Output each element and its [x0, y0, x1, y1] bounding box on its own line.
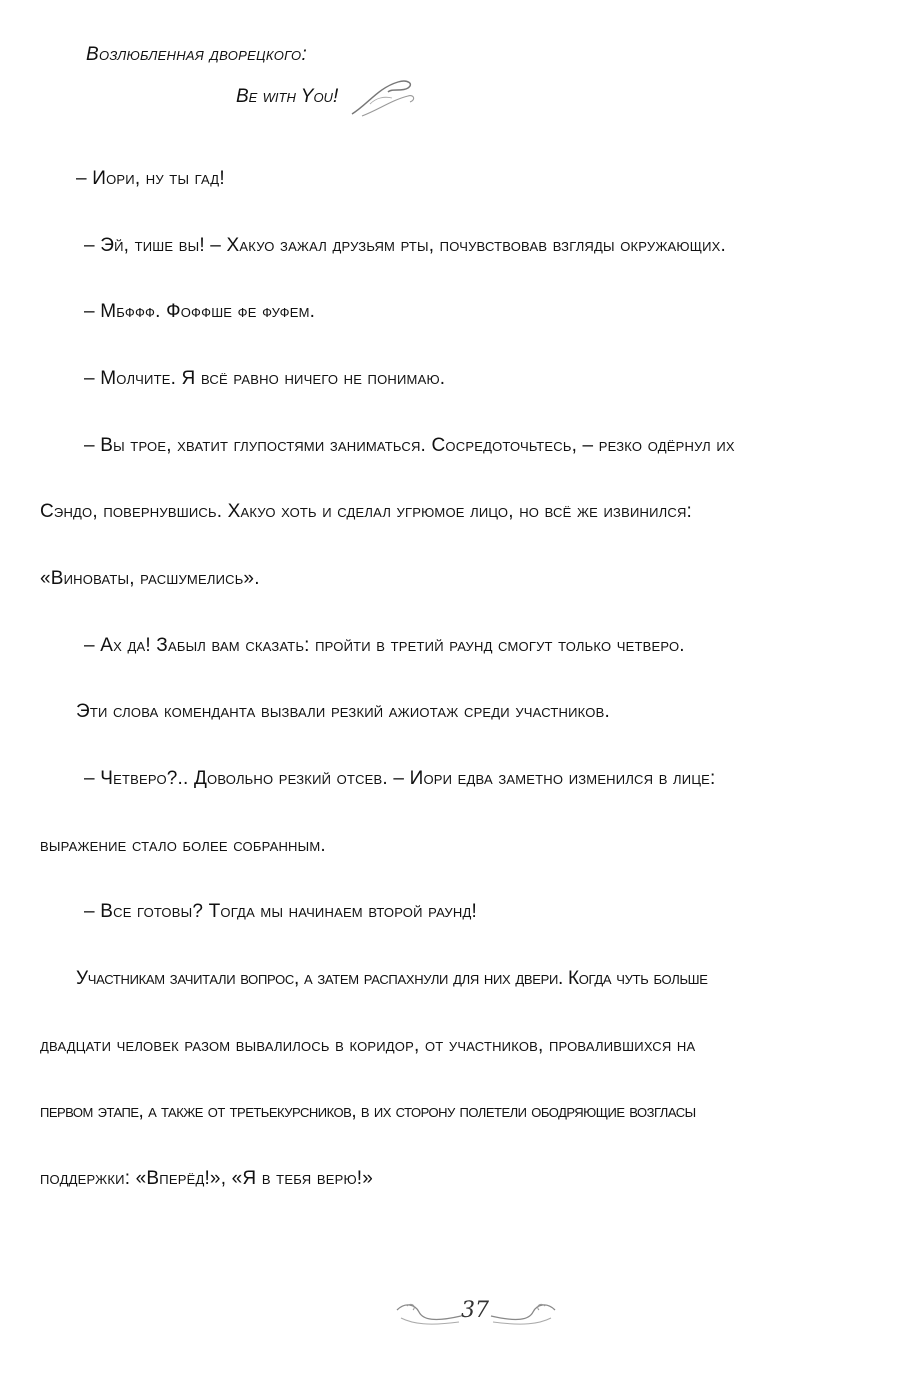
text-line: – Молчите. Я всё равно ничего не понимаю.	[84, 368, 446, 389]
text-line: – Ах да! Забыл вам сказать: пройти в третий раунд смогут только четверо.	[84, 635, 685, 656]
text-line: Эти слова коменданта вызвали резкий ажиотаж среди участников.	[76, 701, 610, 722]
text-line: Сэндо, повернувшись. Хакуо хоть и сделал угрюмое лицо, но всё же извинился:	[40, 501, 693, 522]
text-line: выражение стало более собранным.	[40, 835, 326, 856]
text-line: первом этапе, а также от третьекурсников, в их сторону полетели ободряющие возгласы	[40, 1101, 696, 1122]
text-line: двадцати человек разом вывалилось в коридор, от участников, провалившихся на	[40, 1035, 696, 1056]
running-header-subtitle: Be with You!	[236, 86, 339, 107]
text-line: – Все готовы? Тогда мы начинаем второй раунд!	[84, 901, 477, 922]
page-footer	[395, 1288, 555, 1338]
text-line: поддержки: «Вперёд!», «Я в тебя верю!»	[40, 1168, 374, 1189]
text-line: – Четверо?.. Довольно резкий отсев. – Иори едва заметно изменился в лице:	[84, 768, 716, 789]
footer-flourish-right-icon	[487, 1292, 557, 1332]
text-line: – Иори, ну ты гад!	[76, 168, 225, 189]
header-flourish-icon	[348, 74, 418, 120]
running-header-title: Возлюбленная дворецкого:	[86, 44, 308, 65]
text-line: «Виноваты, расшумелись».	[40, 568, 260, 589]
page-number: 37	[461, 1298, 489, 1323]
text-line: – Эй, тише вы! – Хакуо зажал друзьям рты, почувствовав взгляды окружающих.	[84, 235, 727, 256]
text-line: Участникам зачитали вопрос, а затем распахнули для них двери. Когда чуть больше	[76, 968, 708, 989]
text-line: – Мбффф. Фоффше фе фуфем.	[84, 301, 316, 322]
text-line: – Вы трое, хватит глупостями заниматься. Сосредоточьтесь, – резко одёрнул их	[84, 435, 735, 456]
